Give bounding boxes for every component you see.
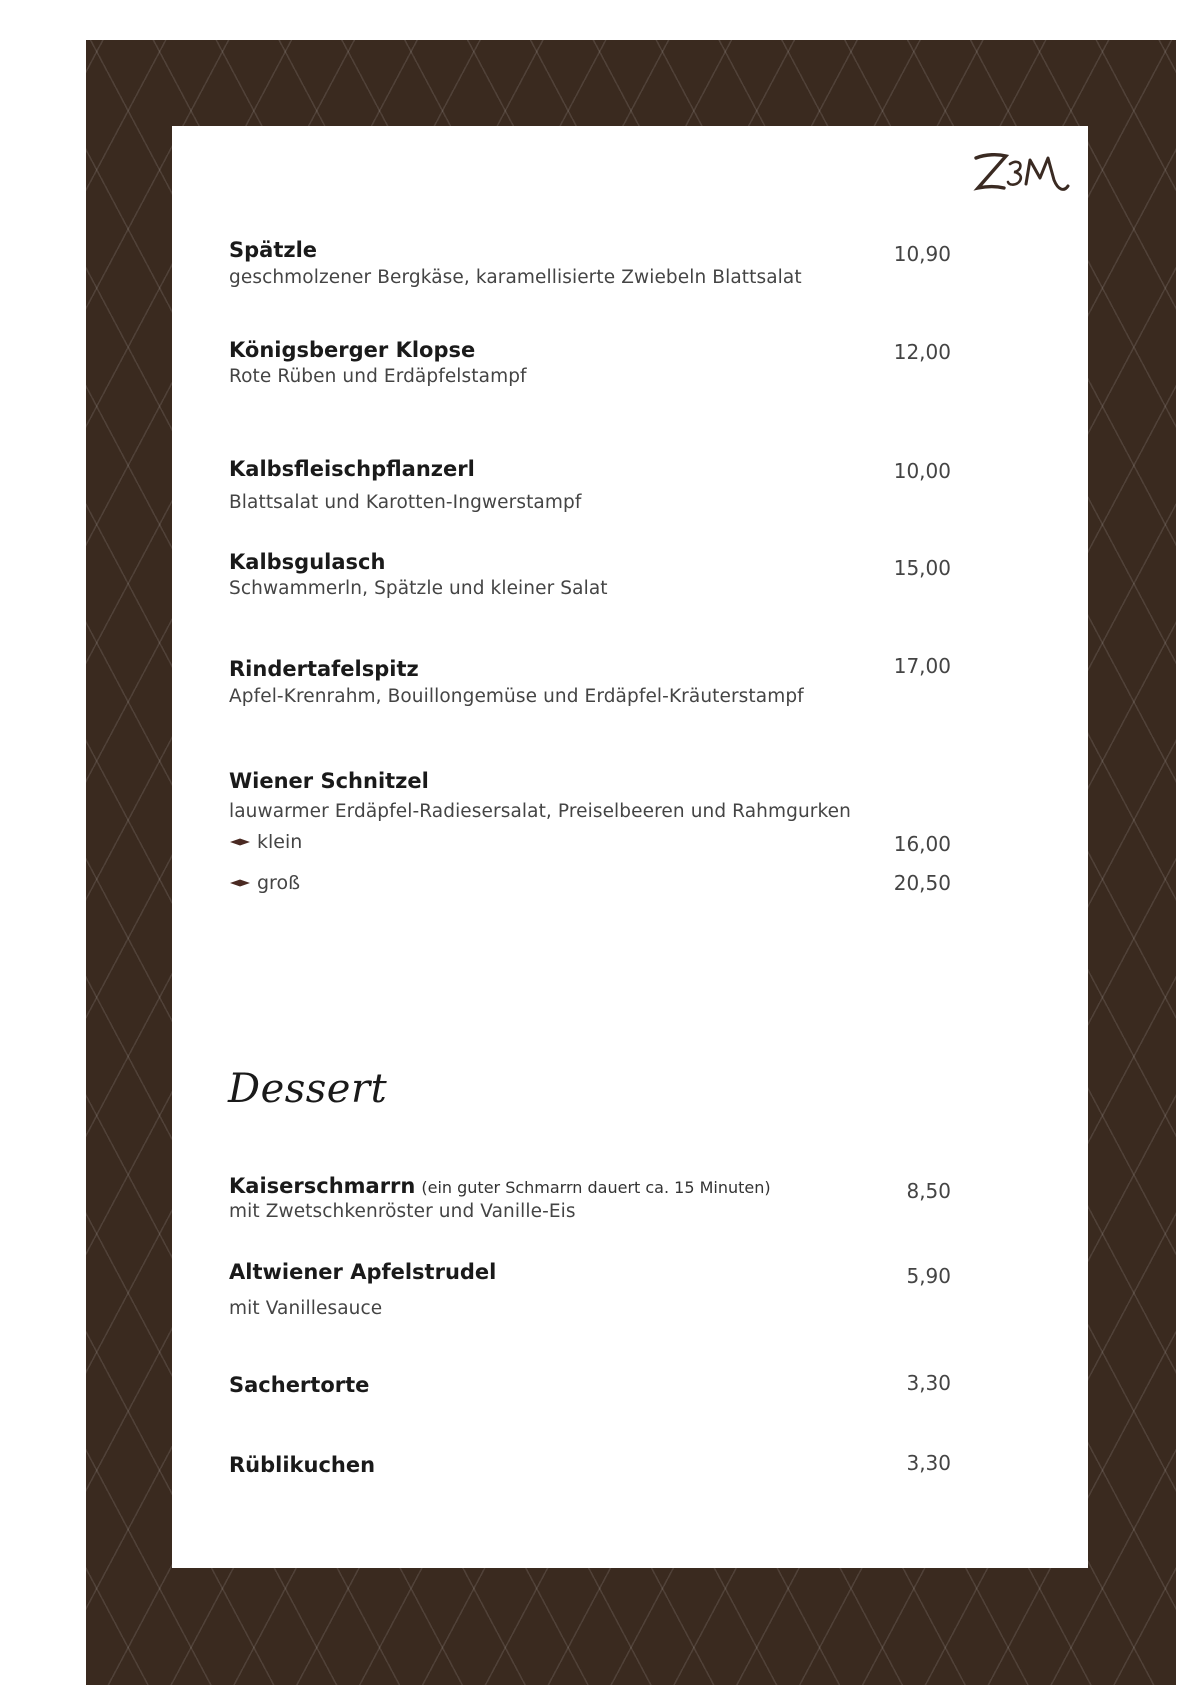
variant-klein (229, 831, 302, 853)
item-description: Apfel-Krenrahm, Bouillongemüse und Erdäpfel-Kräuterstampf (229, 686, 804, 707)
item-price: 17,00 (893, 654, 951, 678)
item-name (229, 1174, 771, 1198)
variant-gross (229, 872, 300, 894)
item-name: Königsberger Klopse (229, 338, 476, 362)
zum-logo-icon (962, 144, 1074, 204)
item-price: 5,90 (906, 1264, 951, 1288)
item-name: Rindertafelspitz (229, 657, 419, 681)
item-name: Wiener Schnitzel (229, 769, 429, 793)
item-description: geschmolzener Bergkäse, karamellisierte Zwiebeln Blattsalat (229, 267, 802, 288)
item-name-text: Kaiserschmarrn (229, 1174, 416, 1198)
item-price: 8,50 (906, 1179, 951, 1203)
item-name: Rüblikuchen (229, 1453, 376, 1477)
item-price: 10,00 (893, 459, 951, 483)
menu-card (172, 126, 1088, 1568)
item-name: Kalbsfleischpflanzerl (229, 457, 475, 481)
item-note: (ein guter Schmarrn dauert ca. 15 Minuten) (421, 1178, 771, 1197)
item-name: Sachertorte (229, 1373, 370, 1397)
item-description: Rote Rüben und Erdäpfelstampf (229, 366, 527, 387)
variant-label: groß (257, 872, 301, 894)
variant-price: 20,50 (893, 871, 951, 895)
item-price: 3,30 (906, 1451, 951, 1475)
variant-label: klein (257, 831, 303, 853)
diamond-bullet-icon (229, 878, 251, 888)
item-price: 12,00 (893, 340, 951, 364)
item-price: 3,30 (906, 1371, 951, 1395)
item-price: 10,90 (893, 242, 951, 266)
section-title-dessert: Dessert (228, 1066, 388, 1112)
item-description: Blattsalat und Karotten-Ingwerstampf (229, 492, 582, 513)
item-name: Altwiener Apfelstrudel (229, 1260, 497, 1284)
variant-price: 16,00 (893, 832, 951, 856)
item-description: lauwarmer Erdäpfel-Radiesersalat, Preiselbeeren und Rahmgurken (229, 801, 851, 822)
item-name: Kalbsgulasch (229, 550, 386, 574)
item-name: Spätzle (229, 238, 318, 262)
item-description: Schwammerln, Spätzle und kleiner Salat (229, 578, 608, 599)
item-description: mit Zwetschkenröster und Vanille-Eis (229, 1201, 576, 1222)
item-price: 15,00 (893, 556, 951, 580)
diamond-bullet-icon (229, 837, 251, 847)
item-description: mit Vanillesauce (229, 1298, 383, 1319)
